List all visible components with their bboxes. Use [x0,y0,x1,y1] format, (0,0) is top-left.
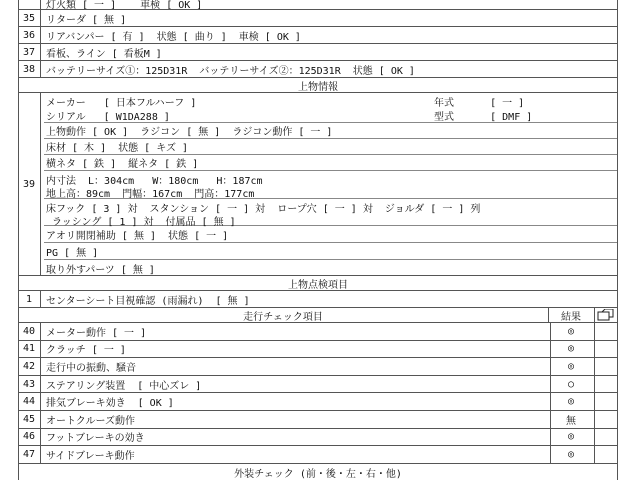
row-number: 45 [18,411,41,428]
table-row [18,291,618,308]
table-row [18,411,618,429]
row-text: 灯火類 [ 一 ] 車検 [ OK ] [46,0,203,9]
row-number: 36 [18,27,41,43]
table-row [18,0,618,10]
parts-row [44,260,618,276]
table-row [18,376,618,394]
copy-icon[interactable] [594,308,618,322]
row-number: 47 [18,446,41,463]
dimensions-row [44,171,618,199]
row-text: バッテリーサイズ①：125D31R バッテリーサイズ②：125D31R 状態 [ OK ] [46,65,415,77]
row-number: 44 [18,393,41,410]
row-number: 46 [18,429,41,446]
table-row [18,358,618,376]
section-header-inspect [18,276,618,291]
row-number: 42 [18,358,41,375]
dimensions-text: 内寸法 L：304cm W：180cm H：187cm [46,176,263,187]
section-title: 上物情報 [298,81,338,92]
floor-text: 床材 [ 木 ] 状態 [ キズ ] [46,143,189,154]
maker-serial-group [44,93,618,123]
hooks-text: 床フック [ 3 ] 対 スタンション [ 一 ] 対 ロープ穴 [ 一 ] 対 ジョルダ [ 一 ] 列 [46,204,481,215]
row-text: フットブレーキの効き [44,429,551,446]
floor-row [44,139,618,155]
row-number: 35 [18,10,41,26]
parts-text: 取り外すパーツ [ 無 ] [46,264,155,276]
model-field: 型式 [ DMF ] [434,112,533,123]
beams-row [44,155,618,171]
section-header-upper [18,78,618,93]
pg-text: PG [ 無 ] [46,247,99,259]
section-title: 外装チェック (前・後・左・右・他) [234,468,402,480]
maker-field: メーカー [ 日本フルハーフ ] [46,98,197,109]
row-text: メーター動作 [ 一 ] [44,323,551,340]
table-row [18,323,618,341]
row-number: 38 [18,61,41,77]
result-cell: ○ [548,376,595,393]
section-title: 上物点検項目 [288,279,348,290]
table-row [18,446,618,464]
year-field: 年式 [ 一 ] [434,98,525,109]
table-row [18,61,618,78]
operation-text: 上物動作 [ OK ] ラジコン [ 無 ] ラジコン動作 [ 一 ] [46,127,333,138]
section-header-drive [18,308,618,323]
row-number: 41 [18,341,41,358]
row-text: 排気ブレーキ効き [ OK ] [44,393,551,410]
result-cell: 無 [548,411,595,428]
row-text: センターシート目視確認 (雨漏れ) [ 無 ] [46,295,250,307]
row-number [18,0,41,9]
result-cell: ◎ [548,429,595,446]
table-row [18,10,618,27]
table-row [18,393,618,411]
hooks-row [44,199,618,226]
row-number: 43 [18,376,41,393]
ground-height-text: 地上高：89cm 門幅：167cm 門高：177cm [46,189,255,200]
gate-row [44,226,618,243]
gate-text: アオリ開閉補助 [ 無 ] 状態 [ 一 ] [46,230,229,242]
result-cell: ◎ [548,393,595,410]
result-cell: ◎ [548,341,595,358]
pg-row [44,243,618,260]
result-header: 結果 [548,308,595,322]
operation-row [44,123,618,139]
table-row [18,429,618,447]
copy-icon[interactable] [597,309,615,321]
lashing-text: ラッシング [ 1 ] 対 付属品 [ 無 ] [52,217,236,228]
row-number: 39 [18,93,41,275]
row-text: クラッチ [ 一 ] [44,341,551,358]
row-number: 37 [18,44,41,60]
table-row [18,27,618,44]
section-title: 走行チェック項目 [18,308,549,322]
result-cell: ◎ [548,323,595,340]
row-text: オートクルーズ動作 [44,411,551,428]
table-row [18,44,618,61]
result-cell: ◎ [548,358,595,375]
row-text: ステアリング装置 [ 中心ズレ ] [44,376,551,393]
beams-text: 横ネタ [ 鉄 ] 縦ネタ [ 鉄 ] [46,159,199,170]
row-number: 40 [18,323,41,340]
row-number: 1 [18,291,41,307]
result-cell: ◎ [548,446,595,463]
row-text: リターダ [ 無 ] [46,14,127,26]
row-text: 走行中の振動、騒音 [44,358,551,375]
row-text: リアバンパー [ 有 ] 状態 [ 曲り ] 車検 [ OK ] [46,31,301,43]
row-text: 看板、ライン [ 看板M ] [46,48,162,60]
section-header-exterior [18,464,618,480]
serial-field: シリアル [ W1DA288 ] [46,112,170,123]
row-text: サイドブレーキ動作 [44,446,551,463]
table-row [18,341,618,359]
